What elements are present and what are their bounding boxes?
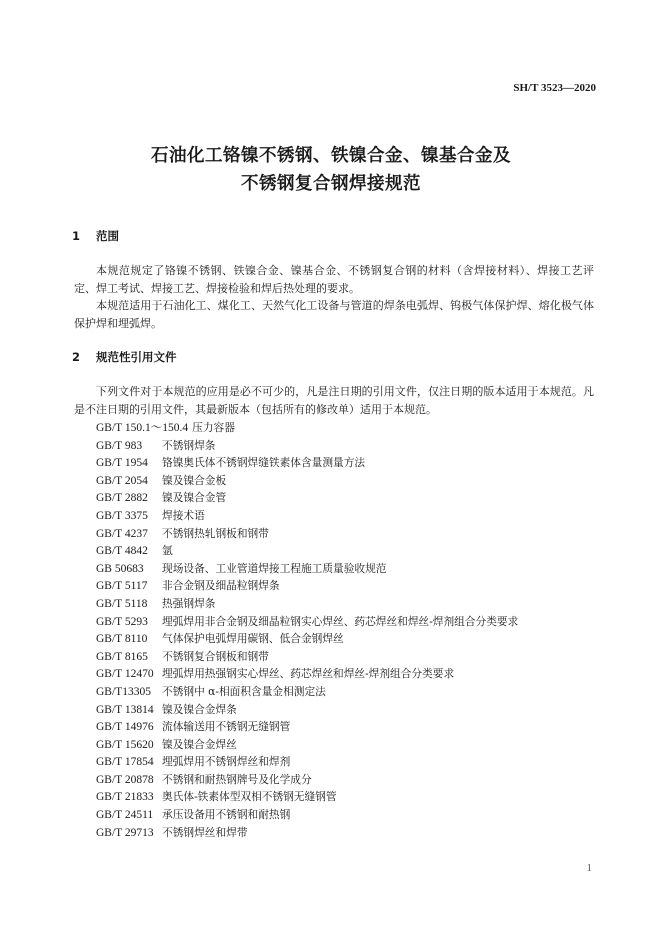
reference-code: GB/T 4237 xyxy=(96,527,148,540)
reference-item xyxy=(96,630,518,648)
section-2-body xyxy=(74,383,594,418)
reference-title: 流体输送用不锈钢无缝钢管 xyxy=(162,720,291,734)
document-code: SH/T 3523—2020 xyxy=(513,82,596,94)
reference-item xyxy=(96,419,518,437)
reference-item xyxy=(96,788,518,806)
reference-title: 热强钢焊条 xyxy=(162,596,216,610)
reference-item xyxy=(96,454,518,472)
reference-code: GB/T 12470 xyxy=(96,668,154,681)
reference-item xyxy=(96,648,518,666)
reference-title: 埋弧焊用非合金钢及细晶粒钢实心焊丝、药芯焊丝和焊丝-焊剂组合分类要求 xyxy=(162,614,519,628)
reference-code: GB/T 13814 xyxy=(96,703,154,716)
reference-code: GB/T 15620 xyxy=(96,738,154,751)
reference-code: GB/T 5117 xyxy=(96,580,148,593)
reference-code: GB/T13305 xyxy=(96,685,151,698)
reference-title: 镍及镍合金焊条 xyxy=(162,702,237,716)
reference-title: 不锈钢和耐热钢牌号及化学成分 xyxy=(162,772,312,786)
reference-title: 气体保护电弧焊用碳钢、低合金钢焊丝 xyxy=(162,632,344,646)
reference-title: 不锈钢中 α-相面积含量金相测定法 xyxy=(162,684,326,698)
reference-title: 镍及镍合金板 xyxy=(162,473,227,487)
reference-code: GB/T 20878 xyxy=(96,773,154,786)
reference-title: 承压设备用不锈钢和耐热钢 xyxy=(162,808,291,822)
reference-title: 压力容器 xyxy=(192,421,235,434)
section-title: 范围 xyxy=(96,229,120,243)
reference-item xyxy=(96,525,518,543)
reference-title: 奥氏体-铁素体型双相不锈钢无缝钢管 xyxy=(162,790,337,804)
reference-code: GB/T 29713 xyxy=(96,826,154,839)
reference-item xyxy=(96,542,518,560)
reference-title: 镍及镍合金焊丝 xyxy=(162,737,237,751)
reference-title: 不锈钢焊条 xyxy=(162,438,216,452)
reference-title: 埋弧焊用不锈钢焊丝和焊剂 xyxy=(162,755,291,769)
document-title xyxy=(0,142,662,198)
reference-title: 铬镍奥氏体不锈钢焊缝铁素体含量测量方法 xyxy=(162,456,366,470)
reference-code: GB/T 5293 xyxy=(96,615,148,628)
reference-item xyxy=(96,753,518,771)
reference-item xyxy=(96,595,518,613)
reference-item xyxy=(96,665,518,683)
reference-code: GB/T 1954 xyxy=(96,457,148,470)
paragraph: 本规范规定了铬镍不锈钢、铁镍合金、镍基合金、不锈钢复合钢的材料（含焊接材料）、焊接工艺评定、焊工考试、焊接工艺、焊接检验和焊后热处理的要求。 xyxy=(74,264,594,295)
section-title: 规范性引用文件 xyxy=(96,350,177,364)
reference-code: GB/T 3375 xyxy=(96,509,148,522)
reference-item xyxy=(96,771,518,789)
reference-item xyxy=(96,718,518,736)
reference-code: GB/T 4842 xyxy=(96,545,148,558)
paragraph: 本规范适用于石油化工、煤化工、天然气化工设备与管道的焊条电弧焊、钨极气体保护焊、熔化极气体保护焊和埋弧焊。 xyxy=(74,299,594,330)
reference-item xyxy=(96,613,518,631)
section-number: 2 xyxy=(72,350,81,364)
reference-code: GB/T 983 xyxy=(96,439,143,452)
reference-code: GB/T 21833 xyxy=(96,791,154,804)
reference-title: 不锈钢复合钢板和钢带 xyxy=(162,649,269,663)
reference-title: 氩 xyxy=(162,544,173,558)
reference-list xyxy=(96,419,518,841)
paragraph: 下列文件对于本规范的应用是必不可少的，凡是注日期的引用文件，仅注日期的版本适用于本规范。凡是不注日期的引用文件，其最新版本（包括所有的修改单）适用于本规范。 xyxy=(74,385,594,416)
reference-item xyxy=(96,507,518,525)
reference-title: 焊接术语 xyxy=(162,508,205,522)
reference-title: 镍及镍合金管 xyxy=(162,491,227,505)
reference-title: 不锈钢热轧钢板和钢带 xyxy=(162,526,269,540)
reference-title: 非合金钢及细晶粒钢焊条 xyxy=(162,579,280,593)
reference-code: GB 50683 xyxy=(96,562,144,575)
reference-item xyxy=(96,437,518,455)
title-line-2: 不锈钢复合钢焊接规范 xyxy=(241,174,421,194)
reference-item xyxy=(96,683,518,701)
reference-code: GB/T 17854 xyxy=(96,756,154,769)
reference-title: 现场设备、工业管道焊接工程施工质量验收规范 xyxy=(162,561,387,575)
section-2-heading xyxy=(72,349,177,365)
reference-code: GB/T 24511 xyxy=(96,809,154,822)
reference-code: GB/T 8165 xyxy=(96,650,148,663)
reference-item xyxy=(96,560,518,578)
reference-title: 埋弧焊用热强钢实心焊丝、药芯焊丝和焊丝-焊剂组合分类要求 xyxy=(162,667,455,681)
reference-code: GB/T 2882 xyxy=(96,492,148,505)
title-line-1: 石油化工铬镍不锈钢、铁镍合金、镍基合金及 xyxy=(151,146,511,166)
reference-item xyxy=(96,824,518,842)
reference-item xyxy=(96,806,518,824)
reference-code: GB/T 8110 xyxy=(96,633,148,646)
reference-item xyxy=(96,736,518,754)
reference-code: GB/T 2054 xyxy=(96,474,148,487)
reference-code: GB/T 150.1～150.4 xyxy=(96,422,189,434)
reference-item xyxy=(96,701,518,719)
section-number: 1 xyxy=(72,229,81,243)
reference-code: GB/T 14976 xyxy=(96,721,154,734)
section-1-body xyxy=(74,262,594,332)
section-1-heading xyxy=(72,228,119,244)
reference-item xyxy=(96,489,518,507)
reference-title: 不锈钢焊丝和焊带 xyxy=(162,825,248,839)
reference-code: GB/T 5118 xyxy=(96,597,148,610)
reference-item xyxy=(96,472,518,490)
reference-item xyxy=(96,577,518,595)
page-number: 1 xyxy=(586,862,592,874)
